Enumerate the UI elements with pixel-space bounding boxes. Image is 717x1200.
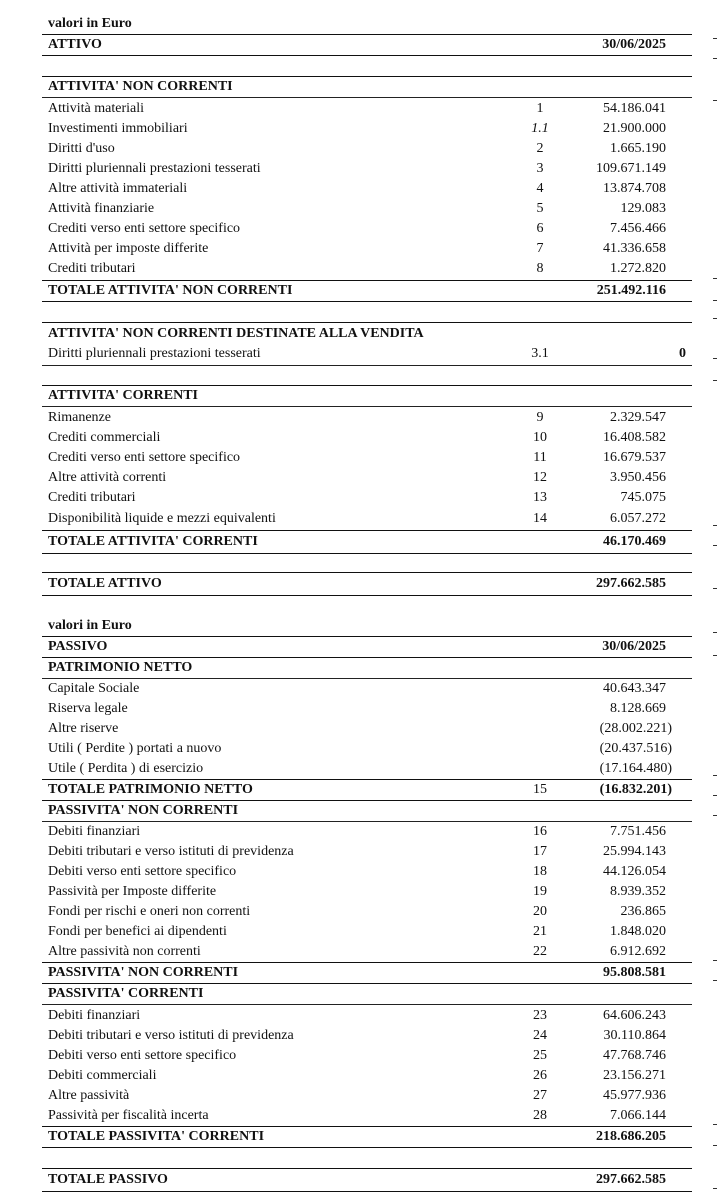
passivo-date: 30/06/2025 [602,639,666,654]
edge-mark [713,960,717,961]
table-row: Crediti tributari 13 745.075 [48,490,666,505]
divider [42,1191,692,1192]
table-row: Debiti tributari e verso istituti di previdenza 17 25.994.143 [48,844,666,859]
grand-total-row: TOTALE PASSIVO 297.662.585 [48,1172,666,1187]
edge-mark [713,358,717,359]
table-row: Attività per imposte differite 7 41.336.658 [48,241,666,256]
total-row: TOTALE PATRIMONIO NETTO 15 (16.832.201) [48,782,672,797]
divider [42,1168,692,1169]
divider [42,530,692,531]
edge-mark [713,525,717,526]
table-row: Investimenti immobiliari 1.1 21.900.000 [48,121,666,136]
table-row: Altre attività immateriali 4 13.874.708 [48,181,666,196]
table-row: Attività finanziarie 5 129.083 [48,201,666,216]
table-row: Crediti tributari 8 1.272.820 [48,261,666,276]
table-row: Attività materiali 1 54.186.041 [48,101,666,116]
table-row: Utile ( Perdita ) di esercizio (17.164.480) [48,761,672,776]
grand-total-row: TOTALE ATTIVO 297.662.585 [48,576,666,591]
edge-mark [713,1145,717,1146]
total-row: TOTALE PASSIVITA' CORRENTI 218.686.205 [48,1129,666,1144]
divider [42,1004,692,1005]
table-row: Altre passività non correnti 22 6.912.692 [48,944,666,959]
total-row: TOTALE ATTIVITA' NON CORRENTI 251.492.116 [48,283,666,298]
edge-mark [713,58,717,59]
table-row: Debiti finanziari 16 7.751.456 [48,824,666,839]
table-row: Fondi per benefici ai dipendenti 21 1.848.020 [48,924,666,939]
table-row: Disponibilità liquide e mezzi equivalenti 14 6.057.272 [48,511,666,526]
attivo-date: 30/06/2025 [602,37,666,52]
edge-mark [713,38,717,39]
table-row: Fondi per rischi e oneri non correnti 20 236.865 [48,904,666,919]
divider [42,406,692,407]
edge-mark [713,318,717,319]
divider [42,1147,692,1148]
edge-mark [713,1188,717,1189]
edge-mark [713,1124,717,1125]
edge-mark [713,775,717,776]
table-row: Diritti pluriennali prestazioni tesserati 3.1 0 [48,346,686,361]
table-row: Debiti tributari e verso istituti di previdenza 24 30.110.864 [48,1028,666,1043]
table-row: Diritti d'uso 2 1.665.190 [48,141,666,156]
table-row: Capitale Sociale 40.643.347 [48,681,666,696]
section-heading: ATTIVITA' NON CORRENTI DESTINATE ALLA VENDITA [48,326,424,341]
edge-mark [713,815,717,816]
total-row: TOTALE ATTIVITA' CORRENTI 46.170.469 [48,534,666,549]
table-row: Diritti pluriennali prestazioni tesserati 3 109.671.149 [48,161,666,176]
table-row: Passività per fiscalità incerta 28 7.066.144 [48,1108,666,1123]
edge-mark [713,795,717,796]
table-row: Crediti verso enti settore specifico 6 7.456.466 [48,221,666,236]
table-row: Altre riserve (28.002.221) [48,721,672,736]
table-row: Debiti commerciali 26 23.156.271 [48,1068,666,1083]
passivo-title-row [42,637,692,657]
edge-mark [713,545,717,546]
divider [42,55,692,56]
section-heading: PATRIMONIO NETTO [48,660,193,675]
divider [42,97,692,98]
divider [42,301,692,302]
total-row: PASSIVITA' NON CORRENTI 95.808.581 [48,965,666,980]
table-row: Debiti verso enti settore specifico 18 44.126.054 [48,864,666,879]
divider [42,365,692,366]
section-heading: PASSIVITA' NON CORRENTI [48,803,239,818]
table-row: Crediti commerciali 10 16.408.582 [48,430,666,445]
edge-mark [713,655,717,656]
divider [42,322,692,323]
table-row: Passività per Imposte differite 19 8.939.352 [48,884,666,899]
edge-mark [713,278,717,279]
edge-mark [713,632,717,633]
divider [42,553,692,554]
attivo-title: ATTIVO [48,37,102,52]
divider [42,595,692,596]
divider [42,572,692,573]
table-row: Debiti finanziari 23 64.606.243 [48,1008,666,1023]
table-row: Altre passività 27 45.977.936 [48,1088,666,1103]
edge-mark [713,300,717,301]
unit-label: valori in Euro [48,618,132,633]
edge-mark [713,380,717,381]
passivo-title: PASSIVO [48,639,108,654]
table-row: Utili ( Perdite ) portati a nuovo (20.437.516) [48,741,672,756]
section-heading: ATTIVITA' NON CORRENTI [48,79,233,94]
table-row: Debiti verso enti settore specifico 25 47.768.746 [48,1048,666,1063]
table-row: Crediti verso enti settore specifico 11 16.679.537 [48,450,666,465]
section-heading: PASSIVITA' CORRENTI [48,986,204,1001]
table-row: Altre attività correnti 12 3.950.456 [48,470,666,485]
unit-label: valori in Euro [48,16,132,31]
edge-mark [713,980,717,981]
table-row: Rimanenze 9 2.329.547 [48,410,666,425]
attivo-title-row [42,35,692,55]
edge-mark [713,100,717,101]
section-heading: ATTIVITA' CORRENTI [48,388,199,403]
edge-mark [713,588,717,589]
table-row: Riserva legale 8.128.669 [48,701,666,716]
